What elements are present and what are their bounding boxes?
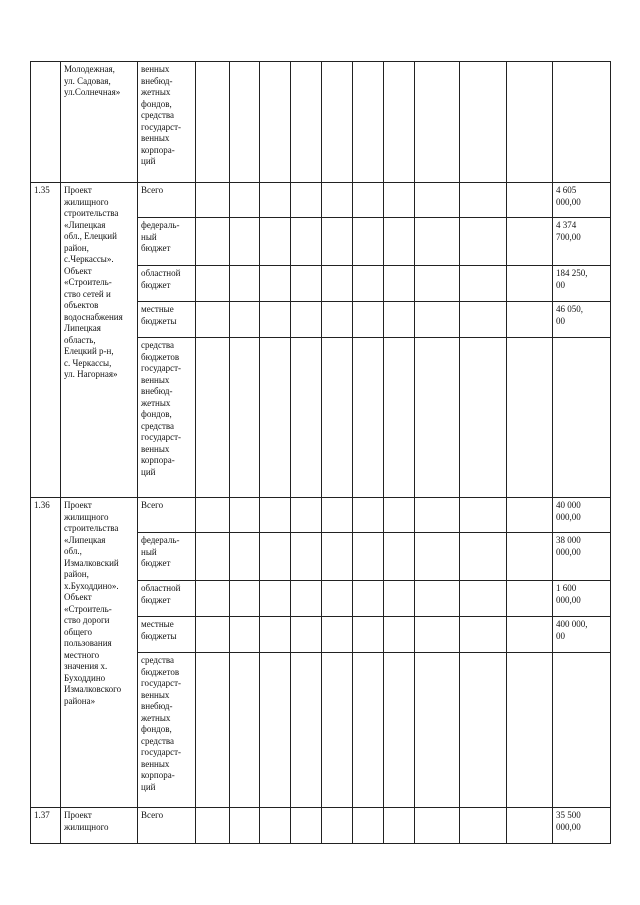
- empty-cell: [415, 183, 460, 218]
- empty-cell: [353, 617, 384, 653]
- empty-cell: [415, 302, 460, 338]
- empty-cell: [291, 302, 322, 338]
- empty-cell: [260, 581, 291, 617]
- empty-cell: [230, 62, 260, 183]
- empty-cell: [384, 218, 415, 266]
- empty-cell: [196, 653, 230, 808]
- funding-source: Всего: [138, 498, 196, 533]
- empty-cell: [291, 581, 322, 617]
- total-amount: 35 500 000,00: [553, 808, 611, 844]
- empty-cell: [384, 617, 415, 653]
- empty-cell: [384, 62, 415, 183]
- empty-cell: [230, 302, 260, 338]
- funding-source: федераль- ный бюджет: [138, 218, 196, 266]
- empty-cell: [322, 533, 353, 581]
- empty-cell: [291, 653, 322, 808]
- empty-cell: [507, 653, 553, 808]
- empty-cell: [260, 302, 291, 338]
- empty-cell: [322, 498, 353, 533]
- empty-cell: [460, 581, 507, 617]
- empty-cell: [260, 533, 291, 581]
- empty-cell: [507, 617, 553, 653]
- funding-source: местные бюджеты: [138, 617, 196, 653]
- empty-cell: [353, 498, 384, 533]
- empty-cell: [322, 266, 353, 302]
- total-amount: 1 600 000,00: [553, 581, 611, 617]
- empty-cell: [353, 302, 384, 338]
- budget-table: [30, 61, 611, 844]
- empty-cell: [507, 498, 553, 533]
- empty-cell: [230, 808, 260, 844]
- empty-cell: [353, 338, 384, 498]
- row-number: 1.35: [31, 183, 61, 498]
- empty-cell: [291, 617, 322, 653]
- empty-cell: [260, 808, 291, 844]
- empty-cell: [415, 808, 460, 844]
- funding-source: венных внебюд- жетных фондов, средства государст- венных корпора- ций: [138, 62, 196, 183]
- empty-cell: [322, 338, 353, 498]
- funding-source: Всего: [138, 183, 196, 218]
- empty-cell: [230, 218, 260, 266]
- empty-cell: [384, 581, 415, 617]
- empty-cell: [260, 338, 291, 498]
- empty-cell: [291, 533, 322, 581]
- empty-cell: [353, 218, 384, 266]
- empty-cell: [322, 62, 353, 183]
- empty-cell: [384, 266, 415, 302]
- total-amount: 184 250, 00: [553, 266, 611, 302]
- total-amount: 40 000 000,00: [553, 498, 611, 533]
- table-row: [31, 498, 611, 533]
- empty-cell: [415, 338, 460, 498]
- empty-cell: [291, 808, 322, 844]
- empty-cell: [415, 581, 460, 617]
- row-number: 1.37: [31, 808, 61, 844]
- empty-cell: [196, 62, 230, 183]
- empty-cell: [230, 338, 260, 498]
- empty-cell: [353, 533, 384, 581]
- empty-cell: [260, 62, 291, 183]
- row-number: 1.36: [31, 498, 61, 808]
- table-row: [31, 62, 611, 183]
- empty-cell: [384, 653, 415, 808]
- empty-cell: [260, 617, 291, 653]
- empty-cell: [384, 183, 415, 218]
- empty-cell: [353, 266, 384, 302]
- empty-cell: [230, 266, 260, 302]
- total-amount: [553, 62, 611, 183]
- empty-cell: [322, 653, 353, 808]
- empty-cell: [415, 218, 460, 266]
- empty-cell: [196, 498, 230, 533]
- empty-cell: [507, 183, 553, 218]
- funding-source: средства бюджетов государст- венных внебюд- жетных фондов, средства государст- венных корпора- ций: [138, 653, 196, 808]
- empty-cell: [291, 62, 322, 183]
- empty-cell: [460, 338, 507, 498]
- empty-cell: [322, 183, 353, 218]
- empty-cell: [353, 62, 384, 183]
- empty-cell: [230, 581, 260, 617]
- empty-cell: [291, 183, 322, 218]
- empty-cell: [260, 266, 291, 302]
- empty-cell: [460, 266, 507, 302]
- empty-cell: [291, 266, 322, 302]
- empty-cell: [260, 183, 291, 218]
- funding-source: местные бюджеты: [138, 302, 196, 338]
- empty-cell: [322, 581, 353, 617]
- empty-cell: [415, 498, 460, 533]
- empty-cell: [196, 266, 230, 302]
- total-amount: 46 050, 00: [553, 302, 611, 338]
- empty-cell: [322, 218, 353, 266]
- empty-cell: [415, 62, 460, 183]
- funding-source: Всего: [138, 808, 196, 844]
- empty-cell: [415, 533, 460, 581]
- empty-cell: [507, 338, 553, 498]
- empty-cell: [507, 808, 553, 844]
- empty-cell: [230, 498, 260, 533]
- empty-cell: [507, 302, 553, 338]
- total-amount: 4 374 700,00: [553, 218, 611, 266]
- table-row: [31, 183, 611, 218]
- empty-cell: [384, 302, 415, 338]
- object-description: Проект жилищного строительства «Липецкая обл., Измалковский район, х.Буходдино». Объект «Строитель- ство дороги общего пользования местного значения х. Буходдино Измалковского района»: [61, 498, 138, 808]
- object-description: Молодежная, ул. Садовая, ул.Солнечная»: [61, 62, 138, 183]
- empty-cell: [384, 808, 415, 844]
- empty-cell: [196, 533, 230, 581]
- funding-source: средства бюджетов государст- венных внебюд- жетных фондов, средства государст- венных корпора- ций: [138, 338, 196, 498]
- empty-cell: [230, 617, 260, 653]
- empty-cell: [260, 498, 291, 533]
- empty-cell: [196, 617, 230, 653]
- empty-cell: [460, 183, 507, 218]
- empty-cell: [415, 266, 460, 302]
- total-amount: 38 000 000,00: [553, 533, 611, 581]
- empty-cell: [384, 498, 415, 533]
- funding-source: областной бюджет: [138, 266, 196, 302]
- empty-cell: [196, 183, 230, 218]
- empty-cell: [196, 218, 230, 266]
- empty-cell: [322, 302, 353, 338]
- empty-cell: [353, 183, 384, 218]
- empty-cell: [230, 533, 260, 581]
- empty-cell: [196, 581, 230, 617]
- total-amount: 400 000, 00: [553, 617, 611, 653]
- empty-cell: [322, 808, 353, 844]
- empty-cell: [230, 183, 260, 218]
- empty-cell: [196, 808, 230, 844]
- empty-cell: [507, 62, 553, 183]
- row-number: [31, 62, 61, 183]
- empty-cell: [196, 338, 230, 498]
- table-row: [31, 808, 611, 844]
- object-description: Проект жилищного строительства «Липецкая обл., Елецкий район, с.Черкассы». Объект «Строитель- ство сетей и объектов водоснабжения Липецкая область, Елецкий р-н, с. Черкассы, ул. Нагорная»: [61, 183, 138, 498]
- empty-cell: [322, 617, 353, 653]
- empty-cell: [460, 617, 507, 653]
- empty-cell: [260, 218, 291, 266]
- empty-cell: [415, 617, 460, 653]
- empty-cell: [460, 302, 507, 338]
- empty-cell: [196, 302, 230, 338]
- empty-cell: [353, 581, 384, 617]
- empty-cell: [230, 653, 260, 808]
- empty-cell: [384, 338, 415, 498]
- empty-cell: [353, 808, 384, 844]
- empty-cell: [291, 218, 322, 266]
- total-amount: 4 605 000,00: [553, 183, 611, 218]
- empty-cell: [353, 653, 384, 808]
- empty-cell: [460, 498, 507, 533]
- empty-cell: [384, 533, 415, 581]
- empty-cell: [460, 62, 507, 183]
- empty-cell: [415, 653, 460, 808]
- empty-cell: [507, 533, 553, 581]
- empty-cell: [507, 266, 553, 302]
- empty-cell: [460, 533, 507, 581]
- empty-cell: [291, 338, 322, 498]
- empty-cell: [507, 581, 553, 617]
- funding-source: федераль- ный бюджет: [138, 533, 196, 581]
- empty-cell: [460, 653, 507, 808]
- empty-cell: [460, 808, 507, 844]
- funding-source: областной бюджет: [138, 581, 196, 617]
- empty-cell: [260, 653, 291, 808]
- empty-cell: [460, 218, 507, 266]
- empty-cell: [291, 498, 322, 533]
- total-amount: [553, 338, 611, 498]
- object-description: Проект жилищного: [61, 808, 138, 844]
- empty-cell: [507, 218, 553, 266]
- total-amount: [553, 653, 611, 808]
